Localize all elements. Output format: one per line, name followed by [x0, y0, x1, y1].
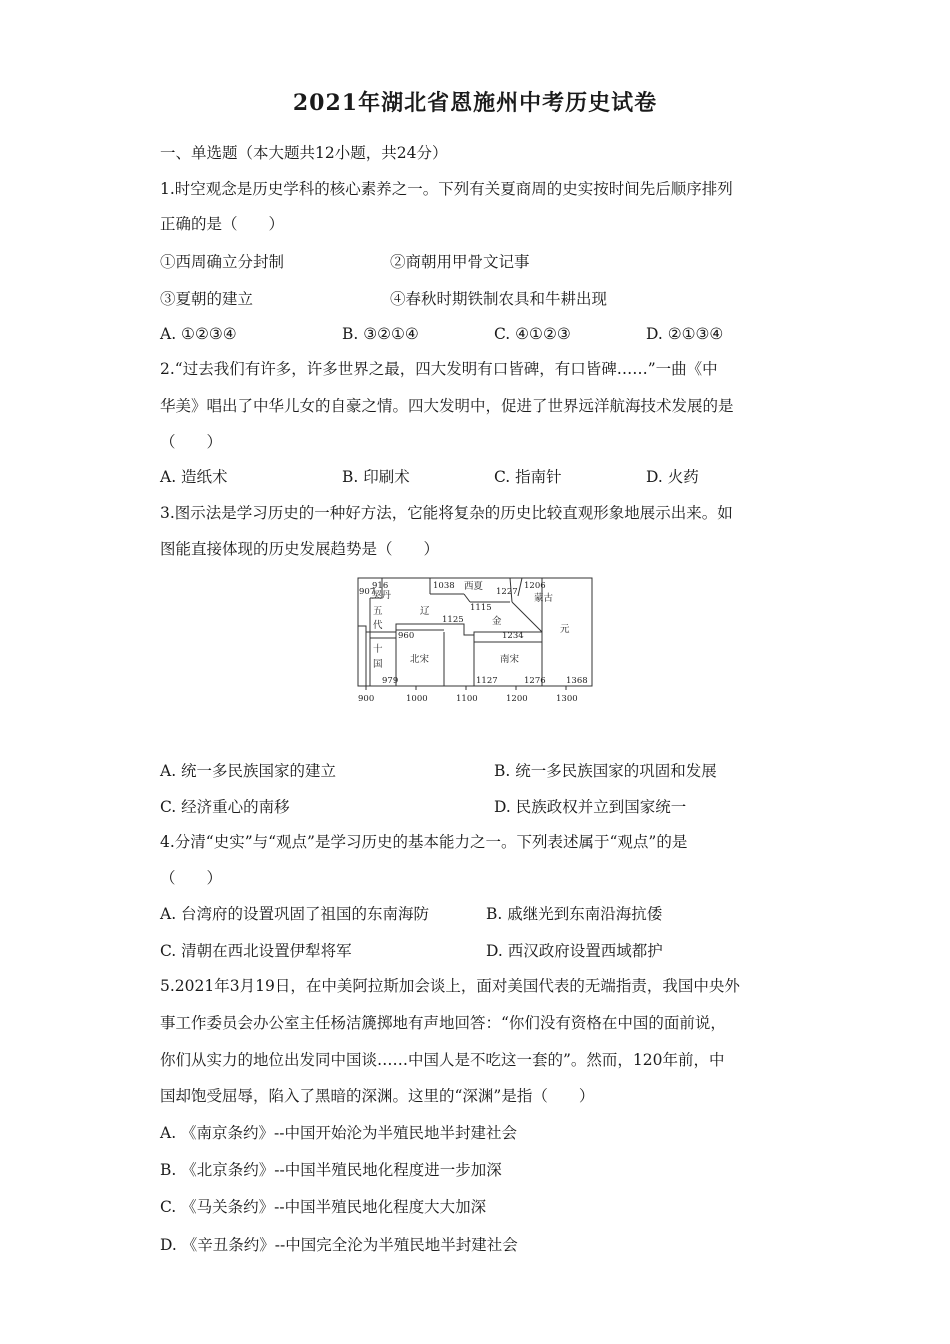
year-1115: 1115: [470, 603, 492, 613]
q3-option-d[interactable]: D. 民族政权并立到国家统一: [494, 798, 687, 816]
q1-item-4: ④春秋时期铁制农具和牛耕出现: [390, 290, 608, 308]
label-guo: 国: [373, 659, 383, 670]
axis-900: 900: [358, 694, 375, 704]
regime-timeline-diagram: [352, 574, 600, 710]
q5-stem-line3: 你们从实力的地位出发同中国谈……中国人是不吃这一套的”。然而，120年前，中: [160, 1051, 725, 1069]
q5-option-a[interactable]: A. 《南京条约》--中国开始沦为半殖民地半封建社会: [160, 1124, 518, 1142]
year-1234: 1234: [502, 631, 524, 641]
q1-item-1: ①西周确立分封制: [160, 253, 285, 271]
q4-option-a[interactable]: A. 台湾府的设置巩固了祖国的东南海防: [160, 905, 430, 923]
q5-option-d[interactable]: D. 《辛丑条约》--中国完全沦为半殖民地半封建社会: [160, 1236, 518, 1254]
year-1127: 1127: [476, 676, 498, 686]
q4-option-b[interactable]: B. 戚继光到东南沿海抗倭: [486, 905, 663, 923]
axis-1300: 1300: [556, 694, 578, 704]
q1-stem-line1: 1.时空观念是历史学科的核心素养之一。下列有关夏商周的史实按时间先后顺序排列: [160, 180, 733, 198]
year-1206: 1206: [524, 581, 546, 591]
q5-stem-line2: 事工作委员会办公室主任杨洁篪掷地有声地回答：“你们没有资格在中国的面前说，: [160, 1014, 726, 1032]
q2-stem-line3: （ ）: [160, 433, 223, 451]
axis-1200: 1200: [506, 694, 528, 704]
year-1038: 1038: [433, 581, 455, 591]
label-beisong: 北宋: [410, 654, 430, 665]
year-960: 960: [398, 631, 415, 641]
q4-option-c[interactable]: C. 清朝在西北设置伊犁将军: [160, 942, 352, 960]
axis-1100: 1100: [456, 694, 478, 704]
section-heading: 一、单选题（本大题共12小题，共24分）: [160, 144, 448, 162]
label-wu: 五: [373, 606, 383, 617]
q3-option-c[interactable]: C. 经济重心的南移: [160, 798, 290, 816]
exam-title: 2021年湖北省恩施州中考历史试卷: [292, 90, 658, 116]
q5-stem-line4: 国却饱受屈辱，陷入了黑暗的深渊。这里的“深渊”是指（ ）: [160, 1087, 595, 1105]
label-dai: 代: [373, 620, 383, 631]
year-1276: 1276: [524, 676, 546, 686]
year-1125: 1125: [442, 615, 464, 625]
label-liao: 辽: [420, 606, 430, 617]
q5-option-b[interactable]: B. 《北京条约》--中国半殖民地化程度进一步加深: [160, 1161, 502, 1179]
q2-stem-line1: 2.“过去我们有许多，许多世界之最，四大发明有口皆碑，有口皆碑……”一曲《中: [160, 360, 718, 378]
q1-option-a[interactable]: A. ①②③④: [160, 325, 237, 343]
label-shi: 十: [373, 644, 383, 655]
q1-option-c[interactable]: C. ④①②③: [494, 325, 571, 343]
q1-option-b[interactable]: B. ③②①④: [342, 325, 419, 343]
label-nansong: 南宋: [500, 654, 520, 665]
q4-stem-line2: （ ）: [160, 869, 223, 887]
year-907: 907: [359, 587, 376, 597]
label-mengu: 蒙古: [534, 593, 554, 604]
q3-option-a[interactable]: A. 统一多民族国家的建立: [160, 762, 337, 780]
year-1227: 1227: [496, 587, 518, 597]
q3-option-b[interactable]: B. 统一多民族国家的巩固和发展: [494, 762, 717, 780]
q3-stem-line2: 图能直接体现的历史发展趋势是（ ）: [160, 540, 440, 558]
q2-stem-line2: 华美》唱出了中华儿女的自豪之情。四大发明中，促进了世界远洋航海技术发展的是: [160, 397, 734, 415]
q4-stem-line1: 4.分清“史实”与“观点”是学习历史的基本能力之一。下列表述属于“观点”的是: [160, 833, 688, 851]
q1-option-d[interactable]: D. ②①③④: [646, 325, 724, 343]
q2-option-b[interactable]: B. 印刷术: [342, 468, 410, 486]
q3-stem-line1: 3.图示法是学习历史的一种好方法，它能将复杂的历史比较直观形象地展示出来。如: [160, 504, 733, 522]
year-1368: 1368: [566, 676, 588, 686]
label-yuan: 元: [560, 624, 570, 635]
axis-1000: 1000: [406, 694, 428, 704]
q2-option-a[interactable]: A. 造纸术: [160, 468, 228, 486]
q1-item-3: ③夏朝的建立: [160, 290, 254, 308]
label-jin: 金: [492, 616, 502, 627]
q1-stem-line2: 正确的是（ ）: [160, 215, 285, 233]
label-qidan: 契丹: [372, 590, 392, 601]
q2-option-d[interactable]: D. 火药: [646, 468, 699, 486]
year-916: 916: [372, 581, 389, 591]
q2-option-c[interactable]: C. 指南针: [494, 468, 562, 486]
q4-option-d[interactable]: D. 西汉政府设置西域都护: [486, 942, 663, 960]
q5-stem-line1: 5.2021年3月19日，在中美阿拉斯加会谈上，面对美国代表的无端指责，我国中央外: [160, 977, 740, 995]
year-979: 979: [382, 676, 399, 686]
q5-option-c[interactable]: C. 《马关条约》--中国半殖民地化程度大大加深: [160, 1198, 487, 1216]
q1-item-2: ②商朝用甲骨文记事: [390, 253, 530, 271]
label-xixia: 西夏: [464, 581, 484, 592]
